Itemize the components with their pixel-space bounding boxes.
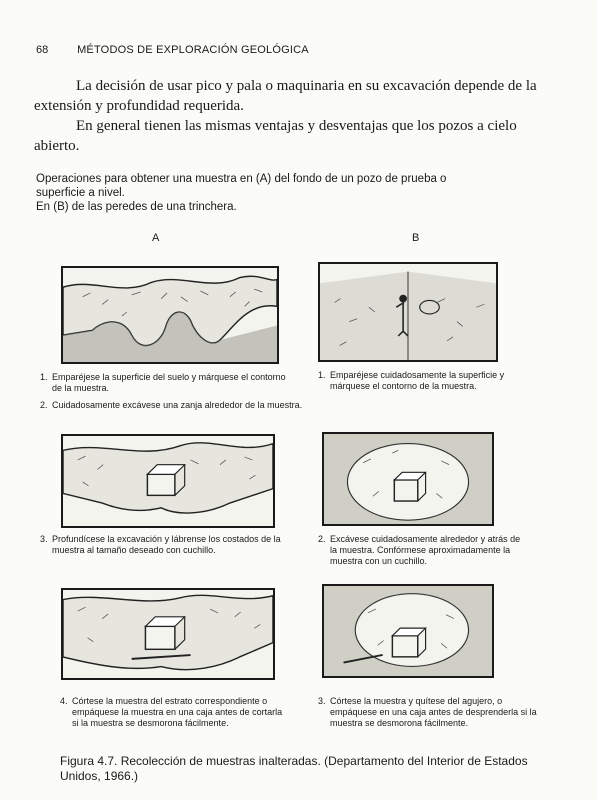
operations-caption-line-1: Operaciones para obtener una muestra en (A) del fondo de un pozo de prueba o bbox=[36, 173, 447, 185]
step-a4-text: Córtese la muestra del estrato correspondiente o empáquese la muestra en una caja antes de cortarla si la muestra se desmorona fácilmente. bbox=[72, 696, 283, 728]
operations-caption-line-2: superficie a nivel. bbox=[36, 187, 125, 199]
step-b1-number: 1. bbox=[318, 370, 326, 380]
step-a1-number: 1. bbox=[40, 372, 48, 382]
column-b-heading: B bbox=[412, 232, 420, 244]
paragraph-1-line-1: La decisión de usar pico y pala o maquinaria en su excavación depende de la bbox=[76, 78, 537, 94]
step-b1-text: Emparéjese cuidadosamente la superficie y márquese el contorno de la muestra. bbox=[330, 370, 505, 391]
step-b1 bbox=[318, 370, 538, 392]
step-b2-number: 2. bbox=[318, 534, 326, 544]
running-title: MÉTODOS DE EXPLORACIÓN GEOLÓGICA bbox=[77, 44, 309, 56]
step-b3-number: 3. bbox=[318, 696, 326, 706]
illustration-b1 bbox=[318, 262, 498, 362]
column-a-heading: A bbox=[152, 232, 160, 244]
operations-caption-line-3: En (B) de las peredes de una trinchera. bbox=[36, 201, 237, 213]
step-a3-number: 3. bbox=[40, 534, 48, 544]
illustration-b2 bbox=[322, 432, 494, 526]
step-b2-text: Excávese cuidadosamente alrededor y atrás de la muestra. Confórmese aproximadamente la muestra con un cuchillo. bbox=[330, 534, 521, 566]
step-a2-text: Cuidadosamente excávese una zanja alrededor de la muestra. bbox=[52, 400, 303, 410]
paragraph-2-line-2: abierto. bbox=[34, 138, 80, 154]
operations-caption bbox=[36, 172, 536, 214]
illustration-a1 bbox=[61, 266, 279, 364]
step-a1-text: Emparéjese la superficie del suelo y márquese el contorno de la muestra. bbox=[52, 372, 286, 393]
step-a1 bbox=[40, 372, 290, 394]
step-b2 bbox=[318, 534, 528, 567]
step-b3-text: Córtese la muestra y quítese del agujero, o empáquese en una caja antes de desprenderla si la muestra se desmorona fácilmente. bbox=[330, 696, 537, 728]
page-number: 68 bbox=[36, 44, 49, 56]
illustration-a4 bbox=[61, 588, 275, 680]
illustration-b3 bbox=[322, 584, 494, 678]
paragraph-1-line-2: extensión y profundidad requerida. bbox=[34, 98, 244, 114]
figure-caption-line-1: Figura 4.7. Recolección de muestras inalteradas. (Departamento del Interior de Estados bbox=[60, 754, 528, 768]
step-b3 bbox=[318, 696, 548, 729]
figure-caption bbox=[60, 754, 560, 784]
page-header bbox=[36, 44, 309, 56]
paragraph-2-line-1: En general tienen las mismas ventajas y desventajas que los pozos a cielo bbox=[76, 118, 517, 134]
illustration-a3 bbox=[61, 434, 275, 528]
paragraph-1 bbox=[34, 76, 546, 116]
step-a4 bbox=[60, 696, 290, 729]
step-a3-text: Profundícese la excavación y lábrense los costados de la muestra al tamaño deseado con cuchillo. bbox=[52, 534, 281, 555]
paragraph-2 bbox=[34, 116, 546, 156]
figure-caption-line-2: Unidos, 1966.) bbox=[60, 769, 139, 783]
step-a2-number: 2. bbox=[40, 400, 48, 410]
step-a4-number: 4. bbox=[60, 696, 68, 706]
step-a2 bbox=[40, 400, 310, 411]
step-a3 bbox=[40, 534, 300, 556]
